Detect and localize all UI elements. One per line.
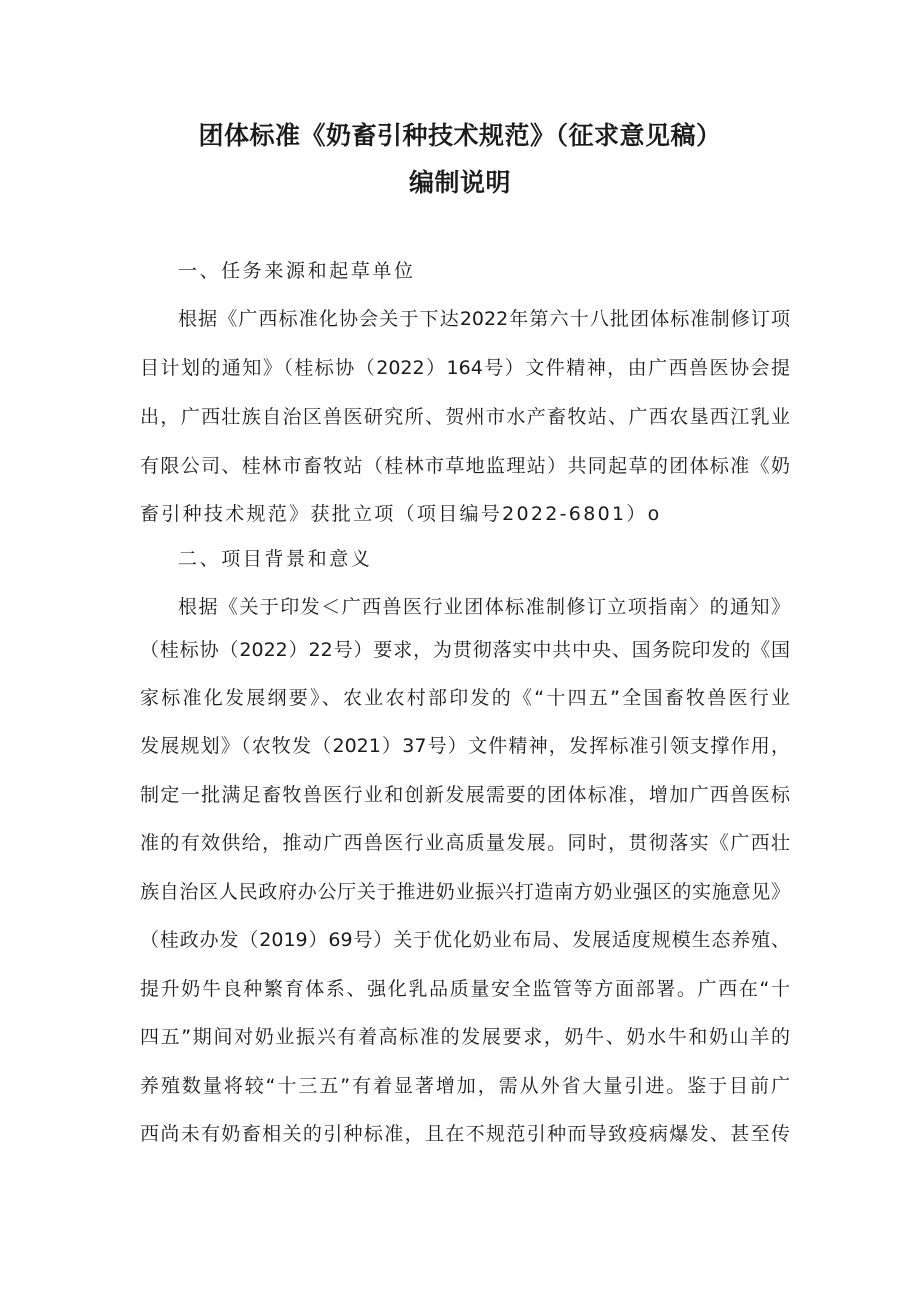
section-2-line: 族自治区人民政府办公厅关于推进奶业振兴打造南方奶业强区的实施意见》 [140,881,790,903]
section-2-line: 准的有效供给，推动广西兽医行业高质量发展。同时，贯彻落实《广西壮 [140,832,790,854]
section-2-line: 制定一批满足畜牧兽医行业和创新发展需要的团体标准，增加广西兽医标 [140,784,790,806]
section-2-line: （桂标协（2022）22号）要求，为贯彻落实中共中央、国务院印发的《国 [140,639,790,661]
section-1-line: 畜引种技术规范》获批立项（项目编号2022-6801）o [140,503,662,525]
document-subtitle: 编制说明 [408,168,511,197]
section-2-line: 西尚未有奶畜相关的引种标准，且在不规范引种而导致疫病爆发、甚至传 [140,1123,790,1145]
section-2-line: 养殖数量将较“十三五”有着显著增加，需从外省大量引进。鉴于目前广 [140,1075,790,1097]
section-2-line: 家标准化发展纲要》、农业农村部印发的《“十四五”全国畜牧兽医行业 [140,687,790,709]
section-1-heading: 一、任务来源和起草单位 [178,260,416,282]
document-title: 团体标准《奶畜引种技术规范》（征求意见稿） [198,121,722,150]
section-2-line: 提升奶牛良种繁育体系、强化乳品质量安全监管等方面部署。广西在“十 [140,978,790,1000]
section-2-line: 四五”期间对奶业振兴有着高标准的发展要求，奶牛、奶水牛和奶山羊的 [140,1026,790,1048]
section-2-line: （桂政办发（2019）69号）关于优化奶业布局、发展适度规模生态养殖、 [140,929,790,951]
section-1-line: 目计划的通知》（桂标协（2022）164号）文件精神，由广西兽医协会提 [140,357,790,379]
section-2-heading: 二、项目背景和意义 [178,548,373,570]
section-2-line: 发展规划》（农牧发（2021）37号）文件精神，发挥标准引领支撑作用， [140,735,790,757]
section-1-line: 有限公司、桂林市畜牧站（桂林市草地监理站）共同起草的团体标准《奶 [140,455,790,477]
section-1-line: 根据《广西标准化协会关于下达2022年第六十八批团体标准制修订项 [178,308,790,330]
section-2-line: 根据《关于印发＜广西兽医行业团体标准制修订立项指南〉的通知》 [178,596,790,618]
section-1-line: 出，广西壮族自治区兽医研究所、贺州市水产畜牧站、广西农垦西江乳业 [140,406,790,428]
